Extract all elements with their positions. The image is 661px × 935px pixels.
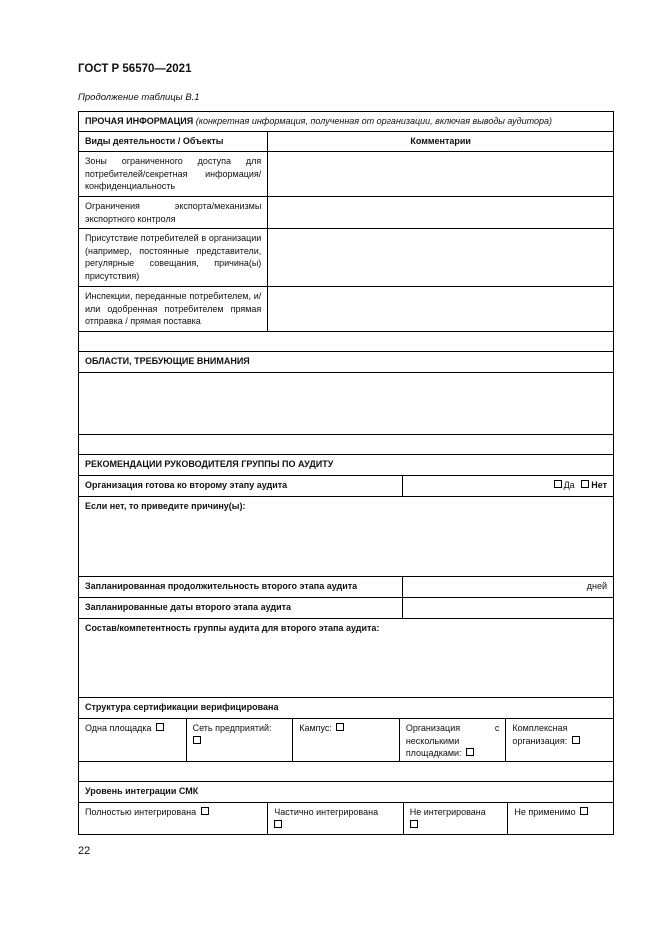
partial-integration-label: Частично интегрирована (274, 807, 379, 817)
activity-row (78, 197, 614, 229)
full-integration-checkbox[interactable] (201, 807, 209, 815)
other-info-title: ПРОЧАЯ ИНФОРМАЦИЯ (85, 116, 194, 126)
dates-row (78, 598, 614, 619)
integration-header-row (78, 782, 614, 803)
activity-label: Зоны ограниченного доступа для потребителей/секретная информация/конфиденциальность (85, 156, 262, 191)
certification-header-row (78, 698, 614, 719)
activity-row (78, 287, 614, 332)
partial-integration-checkbox[interactable] (274, 820, 282, 828)
not-integrated-label: Не интегрирована (409, 807, 486, 817)
attention-title: ОБЛАСТИ, ТРЕБУЮЩИЕ ВНИМАНИЯ (85, 356, 250, 366)
single-site-checkbox[interactable] (156, 723, 164, 731)
other-info-header-row (78, 111, 614, 132)
activity-row (78, 229, 614, 287)
reason-row[interactable] (78, 497, 614, 577)
spacer-row (78, 332, 614, 352)
multi-site-checkbox[interactable] (466, 748, 474, 756)
recommendations-header-row (78, 455, 614, 476)
activity-row (78, 152, 614, 197)
recommendations-title: РЕКОМЕНДАЦИИ РУКОВОДИТЕЛЯ ГРУППЫ ПО АУДИТУ (85, 459, 334, 469)
team-row[interactable] (78, 619, 614, 698)
comment-field[interactable] (267, 229, 613, 286)
dates-field[interactable] (402, 598, 613, 618)
audit-form-table (78, 111, 614, 835)
yes-checkbox[interactable] (554, 480, 562, 488)
attention-header-row (78, 352, 614, 373)
reason-label: Если нет, то приведите причину(ы): (85, 501, 246, 511)
comment-field[interactable] (267, 287, 613, 331)
network-checkbox[interactable] (193, 736, 201, 744)
comment-field[interactable] (267, 152, 613, 196)
no-label: Нет (591, 480, 607, 490)
full-integration-label: Полностью интегрирована (85, 807, 197, 817)
activity-label: Инспекции, переданные потребителем, и/или одобренная потребителем прямая отправка / прямая поставка (85, 291, 262, 326)
duration-row (78, 577, 614, 598)
comment-field[interactable] (267, 197, 613, 228)
not-applicable-checkbox[interactable] (580, 807, 588, 815)
other-info-note: (конкретная информация, полученная от организации, включая выводы аудитора) (195, 116, 553, 126)
single-site-label: Одна площадка (85, 723, 152, 733)
table-continuation-label: Продолжение таблицы В.1 (78, 92, 200, 103)
dates-label: Запланированные даты второго этапа аудита (85, 602, 292, 612)
not-integrated-checkbox[interactable] (410, 820, 418, 828)
no-checkbox[interactable] (581, 480, 589, 488)
activity-label: Присутствие потребителей в организации (например, постоянные представители, регулярные совещания, причина(ы) присутствия) (85, 233, 262, 281)
duration-unit[interactable]: дней (402, 577, 613, 597)
page-number: 22 (78, 845, 91, 857)
certification-title: Структура сертификации верифицирована (85, 702, 279, 712)
integration-title: Уровень интеграции СМК (85, 786, 199, 796)
readiness-row (78, 476, 614, 497)
team-label: Состав/компетентность группы аудита для второго этапа аудита: (85, 623, 380, 633)
attention-text-area[interactable] (78, 373, 614, 435)
comments-column-header: Комментарии (267, 132, 613, 151)
certification-options-row (78, 719, 614, 762)
integration-options-row (78, 803, 614, 835)
multi-site-label: Организация с несколькими площадками: (405, 723, 500, 758)
duration-label: Запланированная продолжительность второго этапа аудита (85, 581, 358, 591)
spacer-row (78, 435, 614, 455)
activity-column-header: Виды деятельности / Объекты (85, 136, 224, 146)
spacer-row (78, 762, 614, 782)
yes-label: Да (563, 480, 575, 490)
standard-number: ГОСТ Р 56570—2021 (78, 63, 192, 75)
complex-org-label: Комплексная организация: (512, 723, 568, 746)
activity-label: Ограничения экспорта/механизмы экспортного контроля (85, 201, 262, 224)
campus-checkbox[interactable] (336, 723, 344, 731)
activity-columns-header (78, 132, 614, 152)
complex-org-checkbox[interactable] (572, 736, 580, 744)
not-applicable-label: Не применимо (514, 807, 576, 817)
campus-label: Кампус: (299, 723, 332, 733)
readiness-label: Организация готова ко второму этапу аудита (85, 480, 288, 490)
network-label: Сеть предприятий: (192, 723, 272, 733)
